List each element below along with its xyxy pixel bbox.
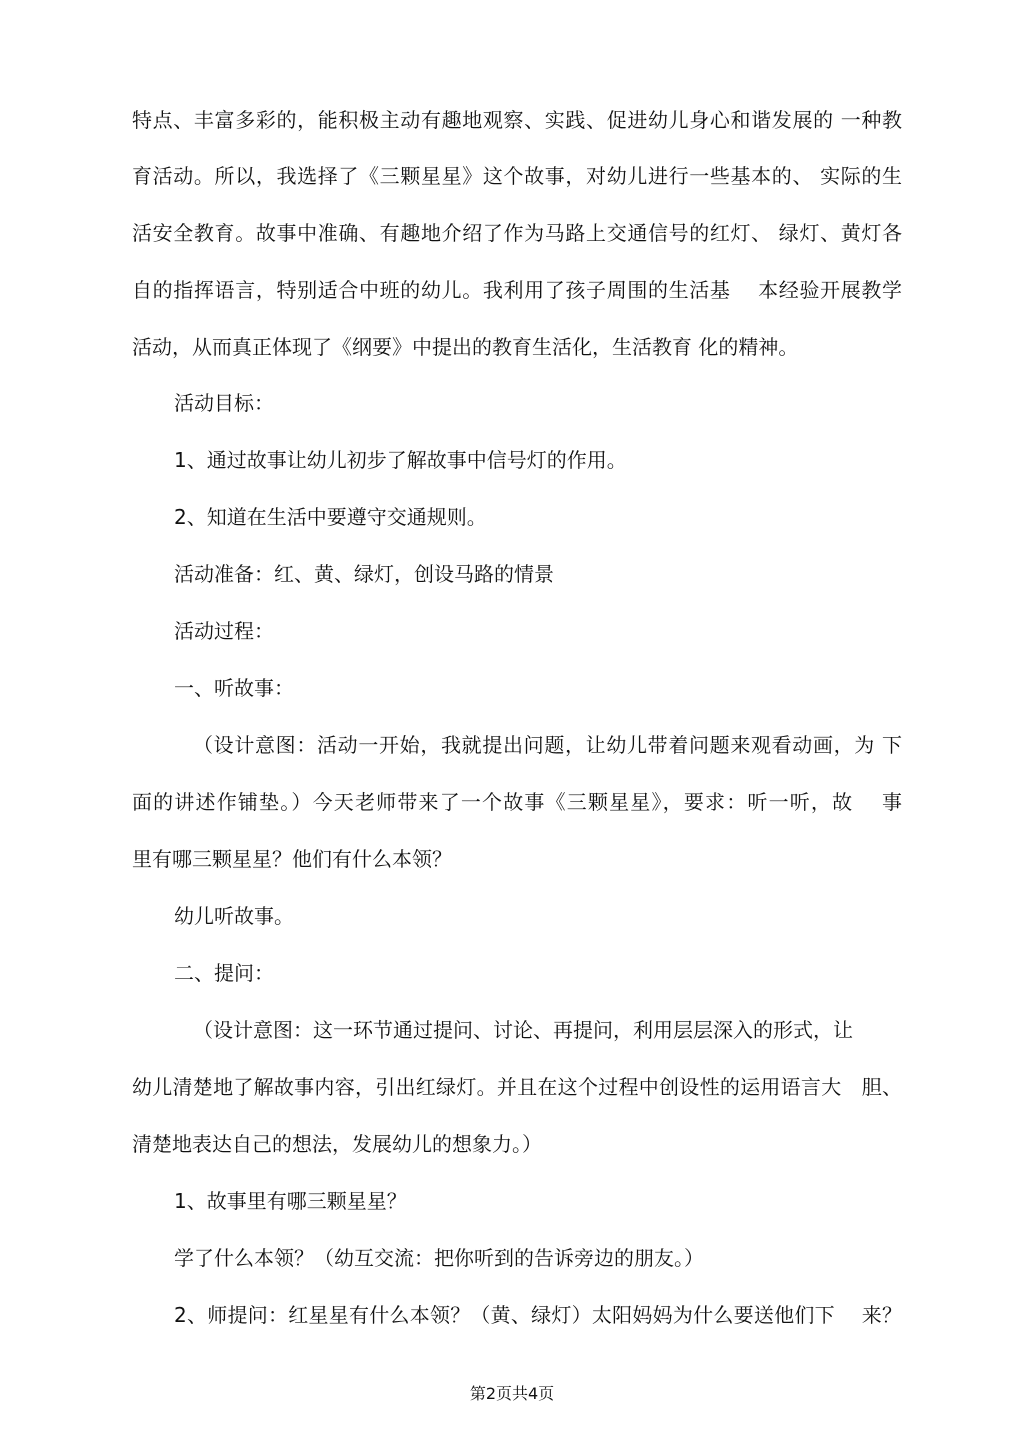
step-1-listen: 幼儿听故事。 [174, 904, 294, 928]
step-2-heading: 二、提问： [174, 961, 274, 985]
goal-heading: 活动目标： [174, 391, 274, 415]
step-1-paragraph-line: （设计意图：活动一开始，我就提出问题，让幼儿带着问题来观看动画，为 下 [193, 733, 902, 757]
paragraph-line: 活动，从而真正体现了《纲要》中提出的教育生活化，生活教育 化的精神。 [132, 335, 799, 359]
question-2: 2、师提问：红星星有什么本领？（黄、绿灯）太阳妈妈为什么要送他们下 来？ [174, 1303, 902, 1327]
step-1-paragraph-line: 里有哪三颗星星？他们有什么本领？ [132, 847, 452, 871]
step-1-heading: 一、听故事： [174, 676, 294, 700]
step-2-paragraph-line: 清楚地表达自己的想法，发展幼儿的想象力。） [132, 1132, 542, 1156]
question-1-followup: 学了什么本领？（幼互交流：把你听到的告诉旁边的朋友。） [174, 1246, 704, 1270]
paragraph-line: 育活动。所以，我选择了《三颗星星》这个故事，对幼儿进行一些基本的、 实际的生 [132, 164, 902, 188]
step-1-paragraph-line: 面的讲述作铺垫。）今天老师带来了一个故事《三颗星星》，要求：听一听，故 事 [132, 790, 902, 814]
goal-item-2: 2、知道在生活中要遵守交通规则。 [174, 505, 487, 529]
page-footer: 第2页共4页 [469, 1384, 555, 1403]
step-2-paragraph-line: （设计意图：这一环节通过提问、讨论、再提问，利用层层深入的形式，让 [193, 1018, 853, 1042]
question-1: 1、故事里有哪三颗星星？ [174, 1189, 407, 1213]
goal-item-1: 1、通过故事让幼儿初步了解故事中信号灯的作用。 [174, 448, 627, 472]
process-heading: 活动过程： [174, 619, 274, 643]
paragraph-line: 特点、丰富多彩的，能积极主动有趣地观察、实践、促进幼儿身心和谐发展的 一种教 [132, 108, 902, 132]
step-2-paragraph-line: 幼儿清楚地了解故事内容，引出红绿灯。并且在这个过程中创设性的运用语言大 胆、 [132, 1075, 902, 1099]
paragraph-line: 自的指挥语言，特别适合中班的幼儿。我利用了孩子周围的生活基 本经验开展教学 [132, 278, 902, 302]
paragraph-line: 活安全教育。故事中准确、有趣地介绍了作为马路上交通信号的红灯、 绿灯、黄灯各 [132, 221, 902, 245]
preparation-text: 活动准备：红、黄、绿灯，创设马路的情景 [174, 562, 554, 586]
